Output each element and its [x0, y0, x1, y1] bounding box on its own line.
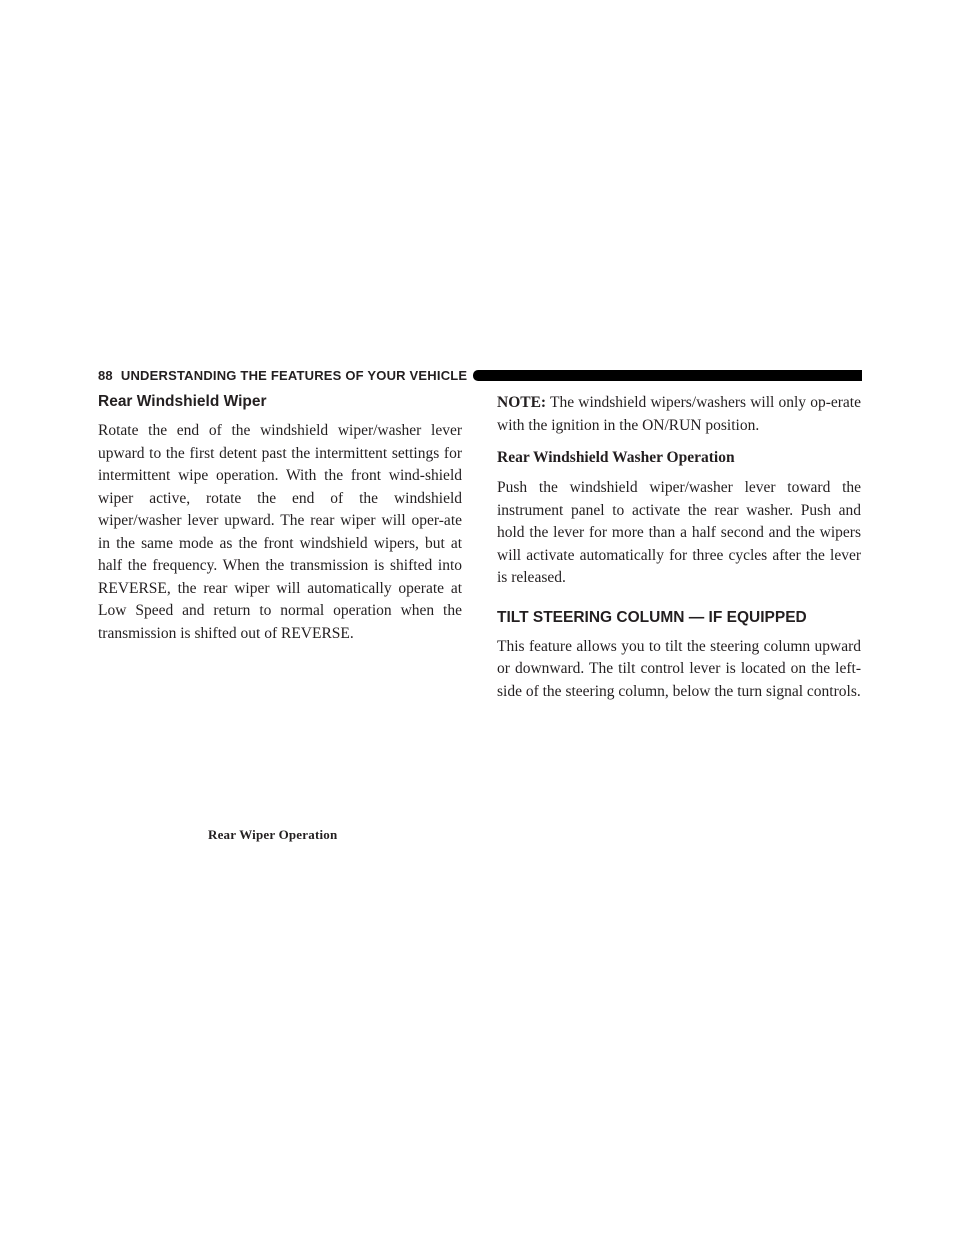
washer-subheading: Rear Windshield Washer Operation: [497, 449, 735, 466]
header-rule: [473, 370, 862, 381]
note-label: NOTE:: [497, 394, 547, 411]
figure-caption: Rear Wiper Operation: [208, 827, 338, 842]
tilt-paragraph: This feature allows you to tilt the steering column upward or downward. The tilt control lever is located on the left-side of the steering column, below the turn signal controls.: [497, 637, 861, 700]
left-column: [98, 392, 462, 645]
rear-wiper-heading: Rear Windshield Wiper: [98, 393, 267, 410]
page-header: [98, 366, 862, 384]
tilt-heading: TILT STEERING COLUMN — IF EQUIPPED: [497, 608, 807, 626]
right-column: [497, 392, 861, 703]
rear-wiper-paragraph: Rotate the end of the windshield wiper/washer lever upward to the first detent past the intermittent settings for intermittent wipe operation. With the front wind-shield wiper active, rotate the end of the windshield wiper/washer lever upward. The rear wiper will oper-ate in the same mode as the front windshield wipers, but at half the frequency. When the transmission is shifted into REVERSE, the rear wiper will automatically operate at Low Speed and return to normal operation when the transmission is shifted out of REVERSE.: [98, 422, 462, 642]
page-number: 88: [98, 367, 113, 383]
section-title: UNDERSTANDING THE FEATURES OF YOUR VEHICLE: [120, 367, 468, 383]
washer-paragraph: Push the windshield wiper/washer lever toward the instrument panel to activate the rear washer. Push and hold the lever for more than a half second and the wipers will activate automatically for three cycles after the lever is released.: [497, 479, 861, 586]
note-text: The windshield wipers/washers will only op-erate with the ignition in the ON/RUN position.: [497, 394, 861, 434]
note-paragraph: [497, 392, 861, 437]
